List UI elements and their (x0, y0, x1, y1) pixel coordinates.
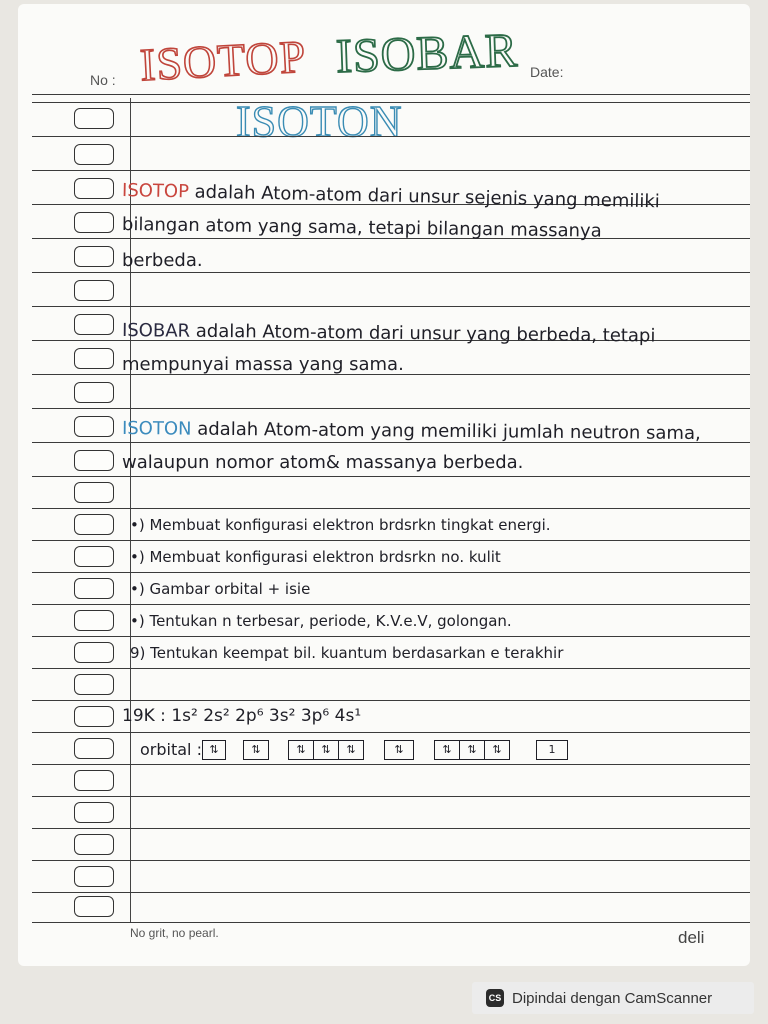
ruled-line (32, 508, 750, 509)
isoton-text-1: adalah Atom-atom yang memiliki jumlah neutron sama, (197, 418, 701, 445)
checkbox[interactable] (74, 578, 114, 599)
isobar-line-1 (122, 320, 656, 347)
date-label: Date: (530, 64, 564, 80)
ruled-line (32, 476, 750, 477)
checkbox[interactable] (74, 834, 114, 855)
ruled-line (32, 94, 750, 95)
checkbox[interactable] (74, 866, 114, 887)
checkbox[interactable] (74, 706, 114, 727)
ruled-line (32, 272, 750, 273)
ruled-line (32, 892, 750, 893)
ruled-line (32, 764, 750, 765)
ruled-line (32, 408, 750, 409)
isoton-line-2: walaupun nomor atom& massanya berbeda. (122, 452, 524, 473)
isotop-line-3: berbeda. (122, 250, 203, 271)
camscanner-icon: CS (486, 989, 504, 1007)
checkbox[interactable] (74, 246, 114, 267)
checkbox[interactable] (74, 416, 114, 437)
checkbox[interactable] (74, 314, 114, 335)
footer-slogan: No grit, no pearl. (130, 926, 219, 940)
isobar-text-1: adalah Atom-atom dari unsur yang berbeda, tetapi (195, 320, 656, 347)
isobar-line-2: mempunyai massa yang sama. (122, 354, 404, 375)
title-isobar: ISOBAR (335, 23, 519, 84)
ruled-line (32, 636, 750, 637)
brand-logo: deli (678, 928, 705, 947)
checkbox[interactable] (74, 280, 114, 301)
orbital-cell: ⇅ (394, 743, 404, 756)
isotop-term: ISOTOP (121, 180, 190, 203)
checkbox[interactable] (74, 546, 114, 567)
title-isotop: ISOTOP (138, 30, 308, 91)
isoton-term: ISOTON (121, 418, 192, 440)
ruled-line (32, 306, 750, 307)
orbital-4s (536, 740, 568, 760)
isoton-line-1 (122, 418, 701, 444)
ruled-line (32, 668, 750, 669)
orbital-2p (288, 740, 364, 760)
ruled-line (32, 828, 750, 829)
checkbox[interactable] (74, 382, 114, 403)
orbital-label: orbital : (140, 740, 202, 759)
isobar-term: ISOBAR (121, 320, 191, 342)
ruled-line (32, 700, 750, 701)
isotop-text-1: adalah Atom-atom dari unsur sejenis yang memiliki (194, 181, 661, 213)
isotop-line-1 (122, 180, 660, 212)
task-1: •) Membuat konfigurasi elektron brdsrkn tingkat energi. (130, 516, 551, 534)
ruled-line (32, 136, 750, 137)
orbital-cell: ⇅ (314, 741, 339, 759)
orbital-3p (434, 740, 510, 760)
task-5: 9) Tentukan keempat bil. kuantum berdasarkan e terakhir (130, 644, 564, 662)
title-isoton: ISOTON (236, 97, 403, 146)
ruled-line (32, 540, 750, 541)
checkbox[interactable] (74, 642, 114, 663)
checkbox[interactable] (74, 450, 114, 471)
checkbox[interactable] (74, 108, 114, 129)
task-4: •) Tentukan n terbesar, periode, K.V.e.V, golongan. (130, 612, 512, 630)
ruled-line (32, 102, 750, 103)
orbital-cell: ⇅ (492, 743, 502, 756)
checkbox[interactable] (74, 482, 114, 503)
electron-config: 19K : 1s² 2s² 2p⁶ 3s² 3p⁶ 4s¹ (122, 706, 362, 726)
checkbox[interactable] (74, 212, 114, 233)
ruled-line (32, 170, 750, 171)
orbital-cell: ⇅ (289, 741, 314, 759)
orbital-cell: ⇅ (435, 741, 460, 759)
checkbox[interactable] (74, 802, 114, 823)
orbital-2s (243, 740, 269, 760)
orbital-cell: 1 (548, 743, 556, 756)
ruled-line (32, 572, 750, 573)
isotop-line-2: bilangan atom yang sama, tetapi bilangan massanya (121, 214, 602, 242)
orbital-cell: ⇅ (346, 743, 356, 756)
orbital-cell: ⇅ (251, 743, 261, 756)
ruled-line (32, 604, 750, 605)
notebook-page (18, 4, 750, 966)
checkbox[interactable] (74, 738, 114, 759)
checkbox[interactable] (74, 348, 114, 369)
orbital-1s (202, 740, 226, 760)
camscanner-label: Dipindai dengan CamScanner (512, 989, 713, 1007)
no-label: No : (90, 72, 116, 88)
checkbox[interactable] (74, 144, 114, 165)
checkbox[interactable] (74, 896, 114, 917)
orbital-3s (384, 740, 414, 760)
ruled-line (32, 796, 750, 797)
checkbox[interactable] (74, 514, 114, 535)
ruled-line (32, 922, 750, 923)
task-2: •) Membuat konfigurasi elektron brdsrkn no. kulit (130, 548, 501, 566)
task-3: •) Gambar orbital + isie (130, 580, 311, 598)
ruled-line (32, 732, 750, 733)
ruled-line (32, 860, 750, 861)
orbital-cell: ⇅ (209, 743, 219, 756)
orbital-cell: ⇅ (460, 741, 485, 759)
checkbox[interactable] (74, 610, 114, 631)
checkbox[interactable] (74, 178, 114, 199)
checkbox[interactable] (74, 770, 114, 791)
checkbox[interactable] (74, 674, 114, 695)
camscanner-watermark (472, 982, 754, 1014)
